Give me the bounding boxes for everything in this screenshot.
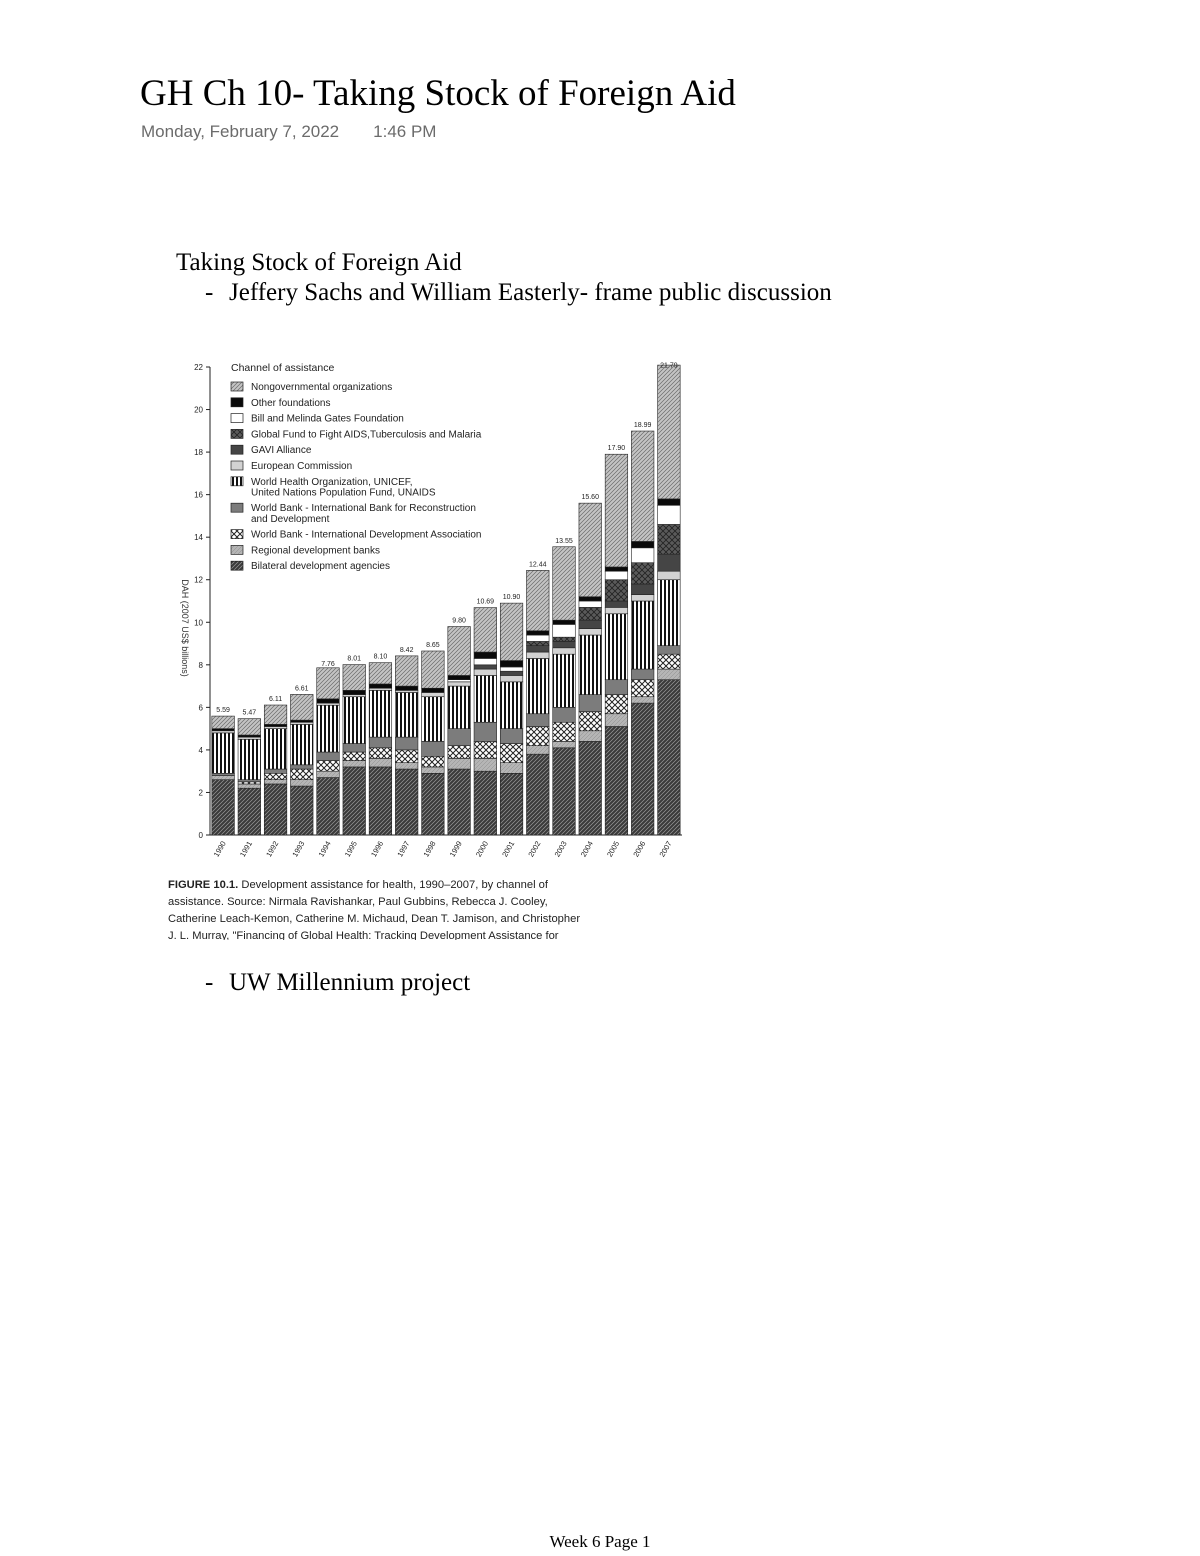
- x-tick-label: 1998: [421, 839, 438, 859]
- bar-segment: [422, 741, 445, 756]
- y-tick-label: 16: [194, 490, 203, 500]
- bar-segment: [579, 620, 602, 629]
- bar-segment: [395, 769, 418, 835]
- bar-segment: [448, 746, 471, 759]
- bar-segment: [238, 782, 261, 784]
- bar-segment: [238, 784, 261, 788]
- bar-segment: [605, 580, 628, 601]
- bar-segment: [448, 682, 471, 686]
- bar-segment: [605, 680, 628, 695]
- bar-segment: [500, 744, 523, 763]
- bar-segment: [317, 771, 340, 777]
- bar-segment: [631, 669, 654, 680]
- bar-segment: [553, 641, 576, 647]
- bar-segment: [212, 731, 235, 733]
- bar-segment: [448, 627, 471, 676]
- bar-total-label: 9.80: [452, 617, 466, 625]
- y-tick-label: 2: [198, 788, 203, 798]
- bar-segment: [605, 614, 628, 680]
- bar-segment: [343, 744, 366, 753]
- bar-segment: [605, 454, 628, 567]
- bar-segment: [422, 697, 445, 742]
- legend-label: World Bank - International Bank for Reconstruction: [251, 503, 476, 515]
- bar-segment: [527, 646, 550, 652]
- legend-label: World Bank - International Development Association: [251, 529, 482, 541]
- y-tick-label: 4: [198, 745, 203, 755]
- bar-segment: [317, 761, 340, 772]
- bar-segment: [422, 651, 445, 688]
- x-tick-label: 1999: [447, 839, 464, 859]
- x-tick-label: 1995: [342, 839, 359, 859]
- bar-total-label: 8.42: [399, 646, 414, 654]
- bar-segment: [605, 601, 628, 607]
- bar-segment: [631, 601, 654, 669]
- bar-segment: [238, 735, 261, 737]
- bar-segment: [395, 686, 418, 690]
- y-tick-label: 14: [194, 533, 203, 543]
- y-axis-label: DAH (2007 US$ billions): [180, 579, 190, 677]
- legend-label: Bill and Melinda Gates Foundation: [251, 413, 404, 425]
- legend-label: Bilateral development agencies: [251, 561, 390, 573]
- bar-segment: [500, 773, 523, 835]
- legend-swatch: [231, 561, 243, 570]
- legend-label: Regional development banks: [251, 545, 380, 557]
- bar-segment: [527, 754, 550, 835]
- bar-segment: [317, 703, 340, 705]
- bar-segment: [631, 563, 654, 584]
- bar-segment: [264, 784, 287, 835]
- legend-swatch: [231, 477, 243, 486]
- bar-segment: [605, 695, 628, 714]
- bar-total-label: 12.44: [529, 561, 547, 569]
- bar-segment: [317, 752, 340, 761]
- bar-segment: [264, 729, 287, 769]
- y-tick-label: 22: [194, 363, 203, 372]
- bar-segment: [369, 758, 392, 767]
- bar-segment: [500, 729, 523, 744]
- bar-segment: [658, 646, 681, 655]
- bar-segment: [579, 597, 602, 601]
- bar-segment: [422, 692, 445, 696]
- y-tick-label: 12: [194, 575, 203, 585]
- bar-total-label: 7.76: [321, 660, 335, 668]
- x-tick-label: 1997: [395, 839, 412, 859]
- bar-segment: [474, 665, 497, 669]
- y-tick-label: 8: [198, 660, 203, 670]
- bar-segment: [422, 773, 445, 835]
- bar-segment: [553, 707, 576, 722]
- bar-segment: [527, 727, 550, 746]
- bar-segment: [658, 571, 681, 580]
- x-tick-label: 2000: [473, 839, 491, 859]
- figure-caption: [168, 879, 580, 940]
- bar-segment: [579, 712, 602, 731]
- bar-total-label: 6.11: [269, 696, 283, 704]
- bar-segment: [264, 769, 287, 773]
- bar-segment: [553, 741, 576, 747]
- bar-total-label: 13.55: [555, 537, 573, 545]
- bar-segment: [395, 690, 418, 692]
- bar-segment: [422, 756, 445, 767]
- bar-segment: [553, 648, 576, 654]
- x-tick-label: 2001: [500, 839, 517, 859]
- bar-segment: [448, 729, 471, 746]
- bar-segment: [527, 635, 550, 641]
- bar-segment: [212, 780, 235, 835]
- y-tick-label: 6: [198, 703, 203, 713]
- x-tick-label: 2007: [657, 839, 674, 859]
- bar-segment: [212, 716, 235, 729]
- bar-segment: [343, 697, 366, 744]
- bar-segment: [448, 680, 471, 682]
- bar-total-label: 5.47: [242, 709, 257, 717]
- bar-segment: [527, 746, 550, 755]
- bar-segment: [553, 620, 576, 624]
- bar-segment: [605, 714, 628, 727]
- legend-swatch: [231, 398, 243, 407]
- bar-segment: [631, 584, 654, 595]
- bar-segment: [369, 767, 392, 835]
- bar-segment: [474, 658, 497, 664]
- bar-segment: [291, 769, 314, 780]
- bar-segment: [395, 737, 418, 750]
- x-tick-label: 2004: [578, 839, 595, 859]
- bar-segment: [579, 503, 602, 597]
- legend-swatch: [231, 414, 243, 423]
- bar-segment: [264, 705, 287, 724]
- bullet-text: Jeffery Sachs and William Easterly- frame public discussion: [229, 279, 832, 306]
- bar-segment: [238, 780, 261, 782]
- development-assistance-chart: [168, 348, 698, 940]
- legend-label: World Health Organization, UNICEF,: [251, 476, 413, 488]
- bar-segment: [343, 690, 366, 694]
- chart-legend: [231, 382, 482, 572]
- bar-segment: [291, 722, 314, 724]
- bar-segment: [658, 365, 681, 499]
- legend-label: United Nations Population Fund, UNAIDS: [251, 487, 436, 499]
- bar-segment: [369, 737, 392, 748]
- bar-segment: [264, 724, 287, 726]
- bar-segment: [553, 637, 576, 641]
- caption-label: FIGURE 10.1.: [168, 879, 239, 891]
- bar-segment: [500, 682, 523, 729]
- bar-segment: [291, 720, 314, 722]
- bar-segment: [448, 686, 471, 729]
- bar-segment: [605, 567, 628, 571]
- bar-segment: [238, 739, 261, 779]
- bar-segment: [474, 608, 497, 652]
- bar-segment: [631, 697, 654, 703]
- x-tick-label: 1994: [316, 839, 333, 859]
- caption-line: [168, 879, 549, 891]
- bullet-dash: -: [205, 279, 214, 306]
- bar-segment: [343, 761, 366, 767]
- bar-segment: [527, 652, 550, 658]
- bar-segment: [658, 499, 681, 505]
- y-tick-label: 20: [194, 405, 203, 415]
- bar-segment: [500, 671, 523, 675]
- bar-segment: [579, 695, 602, 712]
- bar-segment: [291, 780, 314, 786]
- legend-swatch: [231, 429, 243, 438]
- bar-segment: [343, 767, 366, 835]
- y-tick-label: 10: [194, 618, 203, 628]
- bar-total-label: 17.90: [607, 445, 626, 453]
- bar-segment: [579, 741, 602, 835]
- bar-total-label: 8.10: [373, 653, 388, 661]
- bar-segment: [212, 733, 235, 773]
- x-tick-label: 1990: [211, 839, 228, 859]
- bullet-item: [205, 279, 832, 307]
- bar-segment: [553, 748, 576, 835]
- bar-segment: [500, 661, 523, 667]
- x-tick-label: 2005: [605, 839, 622, 859]
- bar-segment: [212, 773, 235, 775]
- legend-label: Other foundations: [251, 397, 331, 409]
- bar-segment: [605, 571, 628, 580]
- bar-total-label: 10.90: [502, 594, 521, 602]
- legend-swatch: [231, 445, 243, 454]
- caption-text: Development assistance for health, 1990–2007, by channel of: [238, 879, 548, 891]
- bar-total-label: 8.01: [347, 655, 362, 663]
- bar-segment: [422, 688, 445, 692]
- bar-segment: [631, 595, 654, 601]
- bar-segment: [264, 727, 287, 729]
- bar-segment: [605, 607, 628, 613]
- page-footer: Week 6 Page 1: [549, 1532, 651, 1551]
- bar-segment: [658, 524, 681, 554]
- bar-segment: [448, 769, 471, 835]
- bar-segment: [238, 788, 261, 835]
- bar-segment: [369, 663, 392, 684]
- x-tick-label: 2006: [631, 839, 648, 859]
- bar-segment: [474, 652, 497, 658]
- bar-total-label: 21.79: [660, 362, 678, 370]
- caption-line: J. L. Murray, "Financing of Global Health: Tracking Development Assistance for: [168, 930, 559, 940]
- bar-segment: [238, 737, 261, 739]
- bar-segment: [658, 654, 681, 669]
- bar-total-label: 5.59: [216, 707, 230, 715]
- bar-segment: [395, 750, 418, 763]
- bar-segment: [500, 763, 523, 774]
- bar-segment: [631, 680, 654, 697]
- bar-segment: [579, 629, 602, 635]
- bar-segment: [527, 658, 550, 713]
- legend-label: European Commission: [251, 461, 353, 472]
- legend-title: Channel of assistance: [231, 362, 335, 374]
- bar-segment: [343, 752, 366, 761]
- bar-segment: [631, 548, 654, 563]
- bullet-text: UW Millennium project: [229, 969, 471, 996]
- bar-segment: [317, 699, 340, 703]
- legend-swatch: [231, 382, 243, 391]
- bar-segment: [212, 729, 235, 731]
- y-tick-label: 18: [194, 448, 203, 458]
- bar-segment: [422, 767, 445, 773]
- page-time: 1:46 PM: [373, 122, 437, 141]
- bar-segment: [658, 554, 681, 571]
- bar-segment: [291, 724, 314, 764]
- bar-segment: [474, 771, 497, 835]
- bar-segment: [369, 684, 392, 688]
- bar-segment: [605, 727, 628, 835]
- bar-segment: [474, 722, 497, 741]
- bar-segment: [212, 775, 235, 779]
- bar-segment: [631, 431, 654, 541]
- x-tick-label: 1993: [290, 839, 307, 859]
- bar-total-label: 6.61: [294, 685, 309, 693]
- bar-segment: [474, 675, 497, 722]
- bar-segment: [395, 763, 418, 769]
- bar-segment: [553, 624, 576, 637]
- bar-segment: [500, 667, 523, 671]
- bar-total-label: 10.69: [476, 598, 495, 606]
- bullet-item: [205, 969, 470, 997]
- bar-segment: [631, 541, 654, 547]
- bar-segment: [553, 722, 576, 741]
- page-timestamp: [141, 122, 436, 142]
- bar-segment: [527, 641, 550, 645]
- legend-swatch: [231, 545, 243, 554]
- bar-segment: [317, 778, 340, 835]
- y-tick-label: 0: [198, 831, 203, 840]
- bar-segment: [553, 547, 576, 620]
- bar-segment: [631, 703, 654, 835]
- caption-line: assistance. Source: Nirmala Ravishankar, Paul Gubbins, Rebecca J. Cooley,: [168, 896, 548, 908]
- bar-segment: [369, 690, 392, 737]
- bar-segment: [500, 675, 523, 681]
- bar-segment: [527, 570, 550, 630]
- bar-segment: [317, 668, 340, 699]
- bar-segment: [369, 688, 392, 690]
- bar-segment: [291, 786, 314, 835]
- bar-segment: [448, 675, 471, 679]
- bar-segment: [369, 748, 392, 759]
- bar-segment: [500, 603, 523, 660]
- bar-segment: [658, 580, 681, 646]
- legend-swatch: [231, 530, 243, 539]
- bar-segment: [658, 669, 681, 680]
- bar-segment: [527, 631, 550, 635]
- legend-label: Nongovernmental organizations: [251, 382, 393, 393]
- section-heading: Taking Stock of Foreign Aid: [176, 249, 462, 276]
- bar-segment: [527, 714, 550, 727]
- y-axis-ticks: [194, 363, 210, 840]
- page-title: GH Ch 10- Taking Stock of Foreign Aid: [140, 73, 736, 114]
- bar-segment: [395, 656, 418, 686]
- bar-segment: [474, 758, 497, 771]
- bar-segment: [553, 654, 576, 707]
- bar-segment: [264, 780, 287, 784]
- bar-segment: [448, 758, 471, 769]
- bar-segment: [579, 601, 602, 607]
- bar-segment: [579, 607, 602, 620]
- bar-segment: [264, 773, 287, 779]
- legend-label: Global Fund to Fight AIDS,Tuberculosis and Malaria: [251, 429, 482, 441]
- bar-segment: [579, 731, 602, 742]
- bar-segment: [291, 765, 314, 769]
- x-tick-label: 2002: [526, 839, 543, 859]
- bar-segment: [238, 719, 261, 735]
- bar-segment: [658, 505, 681, 524]
- caption-line: Catherine Leach-Kemon, Catherine M. Michaud, Dean T. Jamison, and Christopher: [168, 913, 581, 925]
- x-tick-label: 1991: [237, 839, 255, 859]
- bar-total-label: 8.65: [426, 641, 440, 649]
- legend-label: and Development: [251, 513, 330, 525]
- bar-segment: [658, 680, 681, 835]
- legend-swatch: [231, 503, 243, 512]
- bar-segment: [343, 695, 366, 697]
- page-date: Monday, February 7, 2022: [141, 122, 340, 141]
- bar-segment: [343, 665, 366, 691]
- x-tick-label: 2003: [552, 839, 569, 859]
- bar-segment: [474, 669, 497, 675]
- legend-label: GAVI Alliance: [251, 445, 312, 457]
- x-tick-label: 1996: [369, 839, 386, 859]
- x-tick-label: 1992: [264, 839, 281, 859]
- bar-total-label: 18.99: [633, 422, 652, 430]
- bar-segment: [395, 692, 418, 737]
- x-axis-tick-labels: [212, 840, 674, 859]
- bar-segment: [579, 635, 602, 695]
- bar-segment: [474, 741, 497, 758]
- bar-segment: [291, 694, 314, 720]
- bar-total-label: 15.60: [581, 494, 599, 502]
- legend-swatch: [231, 461, 243, 470]
- bullet-dash: -: [205, 969, 214, 996]
- bar-segment: [317, 705, 340, 752]
